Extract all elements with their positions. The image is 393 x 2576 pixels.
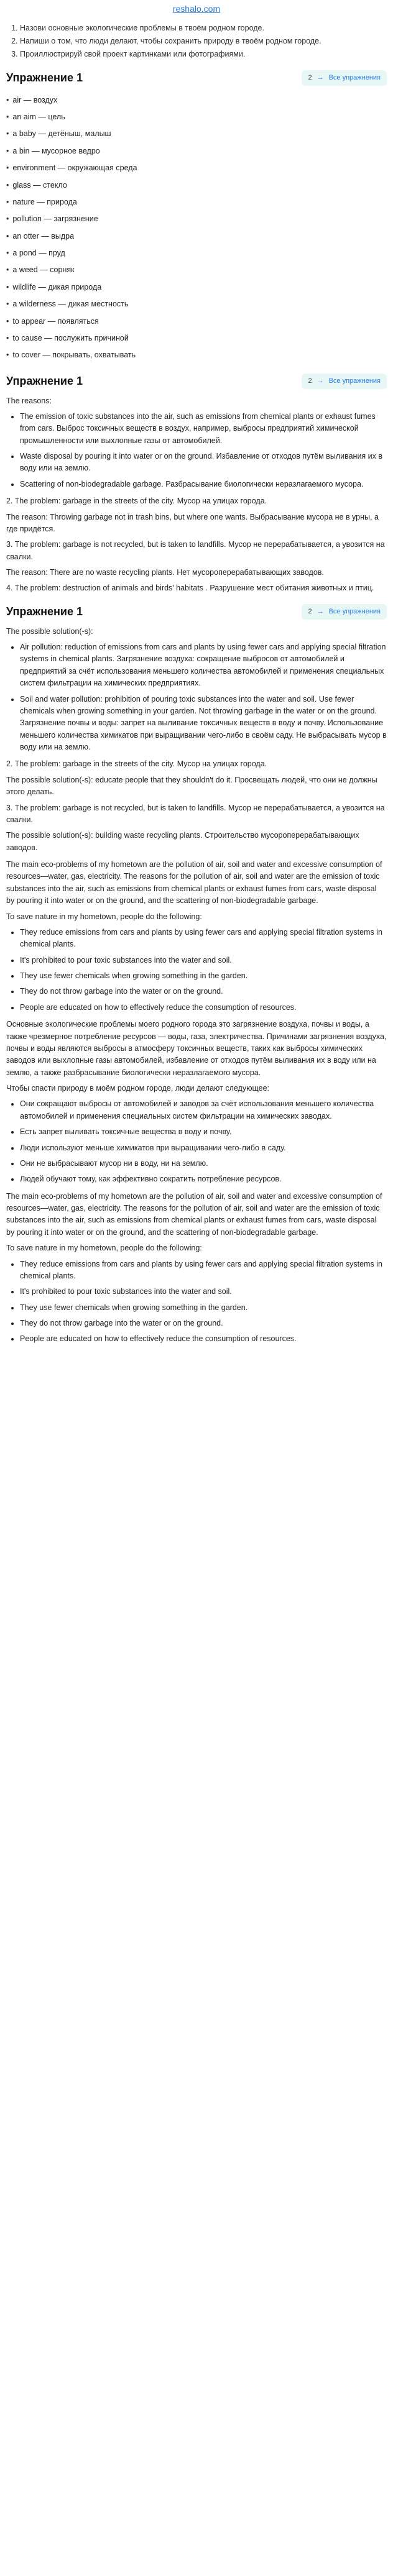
vocab-item: • a baby — детёныш, малыш: [6, 126, 387, 142]
vocab-item: • air — воздух: [6, 92, 387, 109]
vocab-item: • wildlife — дикая природа: [6, 279, 387, 296]
vocab-item: • to appear — появляться: [6, 313, 387, 330]
save-item: • Они не выбрасывают мусор ни в воду, ни на землю.: [20, 1158, 387, 1170]
essay-paragraph: The main eco-problems of my hometown are the pollution of air, soil and water and excessive consumption of resources—water, gas, electricity. The reasons for the pollution of air, soil and water are the emission of toxic substances into the air, such as emissions from chemical plants or exhaust fumes from cars, waste disposal by pouring it into water or on the ground, and the scattering of non-biodegradable garbage.: [6, 860, 382, 905]
all-exercises-link[interactable]: Все упражнения: [328, 377, 381, 385]
site-link[interactable]: reshalo.com: [172, 4, 221, 14]
vocab-item: • to cause — послужить причиной: [6, 330, 387, 347]
task-item: 2. Напиши о том, что люди делают, чтобы сохранить природу в твоём родном городе.: [20, 35, 387, 47]
exercise-title: Упражнение 1: [6, 71, 83, 84]
save-item: • Люди используют меньше химикатов при выращивании чего-либо в саду.: [20, 1142, 387, 1154]
essay-subtitle: To save nature in my hometown, people do the following:: [6, 1244, 202, 1253]
vocab-item: • an otter — выдра: [6, 228, 387, 245]
exercise-nav[interactable]: [302, 374, 387, 389]
reason-text: The reason: There are no waste recycling plants. Нет мусороперерабатывающих заводов.: [6, 568, 324, 577]
top-bar: [6, 0, 387, 20]
reason-text: The reason: Throwing garbage not in trash bins, but where one wants. Выбрасывание мусора не в урны, а где придётся.: [6, 512, 379, 533]
essay-ru: [6, 1019, 387, 1186]
exercise-nav[interactable]: [302, 70, 387, 86]
essay-paragraph: The main eco-problems of my hometown are the pollution of air, soil and water and excessive consumption of resources—water, gas, electricity. The reasons for the pollution of air, soil and water are the emission of toxic substances into the air, such as emissions from chemical plants or exhaust fumes from cars, waste disposal by pouring it into water or on the ground, and the scattering of non-biodegradable garbage.: [6, 1191, 382, 1237]
save-item: • It's prohibited to pour toxic substances into the water and soil.: [20, 955, 387, 966]
save-item: • People are educated on how to effectively reduce the consumption of resources.: [20, 1002, 387, 1014]
save-item: • Людей обучают тому, как эффективно сократить потребление ресурсов.: [20, 1173, 387, 1185]
reason-item: • The emission of toxic substances into the air, such as emissions from chemical plants or exhaust fumes from cars. Выброс токсичных веществ в воздух, например, выбросы предприятий химической промышленности или выхлопные газы от автомобилей.: [20, 411, 387, 447]
vocab-item: • a pond — пруд: [6, 245, 387, 262]
solution-text: The possible solution(-s): building waste recycling plants. Строительство мусороперерабатывающих заводов.: [6, 831, 359, 852]
save-list: [6, 1098, 387, 1185]
save-item: • They reduce emissions from cars and plants by using fewer cars and applying special filtration systems in chemical plants.: [20, 927, 387, 951]
exercise-number: 2: [308, 608, 312, 616]
save-item: • Есть запрет выливать токсичные вещества в воду и почву.: [20, 1126, 387, 1138]
problem-text: 3. The problem: garbage is not recycled, but is taken to landfills. Мусор не перерабатывается, а увозится на свалки.: [6, 540, 385, 561]
task-item: 3. Проиллюстрируй свой проект картинками или фотографиями.: [20, 48, 387, 60]
arrow-right-icon: →: [317, 608, 324, 616]
vocab-item: • pollution — загрязнение: [6, 211, 387, 227]
problem-text: 4. The problem: destruction of animals and birds' habitats . Разрушение мест обитания животных и птиц.: [6, 584, 374, 593]
exercise-number: 2: [308, 377, 312, 385]
problem-text: 2. The problem: garbage in the streets of the city. Мусор на улицах города.: [6, 497, 267, 506]
save-list: [6, 1258, 387, 1345]
solutions-title: The possible solution(-s):: [6, 626, 93, 636]
exercise-nav[interactable]: [302, 604, 387, 620]
solution-item: • Air pollution: reduction of emissions from cars and plants by using fewer cars and applying special filtration systems in chemical plants. Загрязнение воздуха: сокращение выбросов от автомобилей и предприятий за счёт использования меньшего количества автомобилей и применения специальных систем фильтрации на химических предприятиях.: [20, 641, 387, 690]
solutions-list: [6, 641, 387, 753]
exercise-number: 2: [308, 74, 312, 82]
vocab-item: • glass — стекло: [6, 177, 387, 194]
exercise-header: [6, 70, 387, 87]
vocab-item: • environment — окружающая среда: [6, 160, 387, 176]
vocab-item: • a weed — сорняк: [6, 262, 387, 278]
task-item: 1. Назови основные экологические проблемы в твоём родном городе.: [20, 22, 387, 34]
exercise-header: [6, 603, 387, 621]
problem-text: 2. The problem: garbage in the streets of the city. Мусор на улицах города.: [6, 759, 267, 769]
save-item: • They reduce emissions from cars and plants by using fewer cars and applying special filtration systems in chemical plants.: [20, 1258, 387, 1283]
reasons-section: [6, 395, 387, 595]
reasons-list: [6, 411, 387, 490]
problem-text: 3. The problem: garbage is not recycled, but is taken to landfills. Мусор не перерабатывается, а увозится на свалки.: [6, 803, 385, 824]
exercise-title: Упражнение 1: [6, 374, 83, 387]
essay-en-2: [6, 1191, 387, 1345]
save-list: [6, 927, 387, 1014]
vocab-item: • a bin — мусорное ведро: [6, 143, 387, 160]
arrow-right-icon: →: [317, 74, 324, 82]
arrow-right-icon: →: [317, 377, 324, 385]
solutions-section: [6, 626, 387, 854]
vocab-item: • a wilderness — дикая местность: [6, 296, 387, 313]
solution-text: The possible solution(-s): educate people that they shouldn't do it. Просвещать людей, что они не должны этого делать.: [6, 775, 377, 797]
save-item: • People are educated on how to effectively reduce the consumption of resources.: [20, 1333, 387, 1345]
vocab-list: [6, 92, 387, 364]
save-item: • They use fewer chemicals when growing something in the garden.: [20, 970, 387, 982]
essay-en: [6, 859, 387, 1014]
reasons-title: The reasons:: [6, 396, 52, 405]
essay-subtitle: To save nature in my hometown, people do the following:: [6, 912, 202, 921]
solution-item: • Soil and water pollution: prohibition of pouring toxic substances into the water and soil. Use fewer chemicals when growing something in your garden. Not throwing garbage in the water or on the ground. Загрязнение почвы и воды: запрет на выливание токсичных веществ в воду и почву. Использование меньшего количества химикатов при выращивании чего-либо в своём саду. Не выбрасывать мусор в воду или на землю.: [20, 694, 387, 754]
vocab-item: • an aim — цель: [6, 109, 387, 126]
save-item: • They use fewer chemicals when growing something in the garden.: [20, 1302, 387, 1314]
exercise-title: Упражнение 1: [6, 605, 83, 618]
reason-item: • Scattering of non-biodegradable garbage. Разбрасывание биологически неразлагаемого мусора.: [20, 479, 387, 490]
save-item: • Они сокращают выбросы от автомобилей и заводов за счёт использования меньшего количества автомобилей и применения специальных систем фильтрации на химических заводах.: [20, 1098, 387, 1122]
exercise-header: [6, 373, 387, 390]
all-exercises-link[interactable]: Все упражнения: [328, 608, 381, 616]
reason-item: • Waste disposal by pouring it into water or on the ground. Избавление от отходов путём выливания их в воду или на землю.: [20, 451, 387, 475]
vocab-item: • nature — природа: [6, 194, 387, 211]
save-item: • They do not throw garbage into the water or on the ground.: [20, 1318, 387, 1329]
vocab-item: • to cover — покрывать, охватывать: [6, 347, 387, 364]
all-exercises-link[interactable]: Все упражнения: [328, 74, 381, 82]
save-item: • It's prohibited to pour toxic substances into the water and soil.: [20, 1286, 387, 1298]
task-list: [6, 22, 387, 61]
save-item: • They do not throw garbage into the water or on the ground.: [20, 986, 387, 997]
essay-paragraph: Основные экологические проблемы моего родного города это загрязнение воздуха, почвы и воды, а также чрезмерное потребление ресурсов — воды, газа, электричества. Причинами загрязнения воздуха, почвы и воды являются выбросы в атмосферу токсичных веществ, таких как выбросы химических заводов или выхлопные газы автомобилей, избавление от отходов путём выливания их в воду или на землю, а также разбрасывание биологически неразлагаемого мусора.: [6, 1020, 387, 1077]
essay-subtitle: Чтобы спасти природу в моём родном городе, люди делают следующее:: [6, 1084, 269, 1093]
